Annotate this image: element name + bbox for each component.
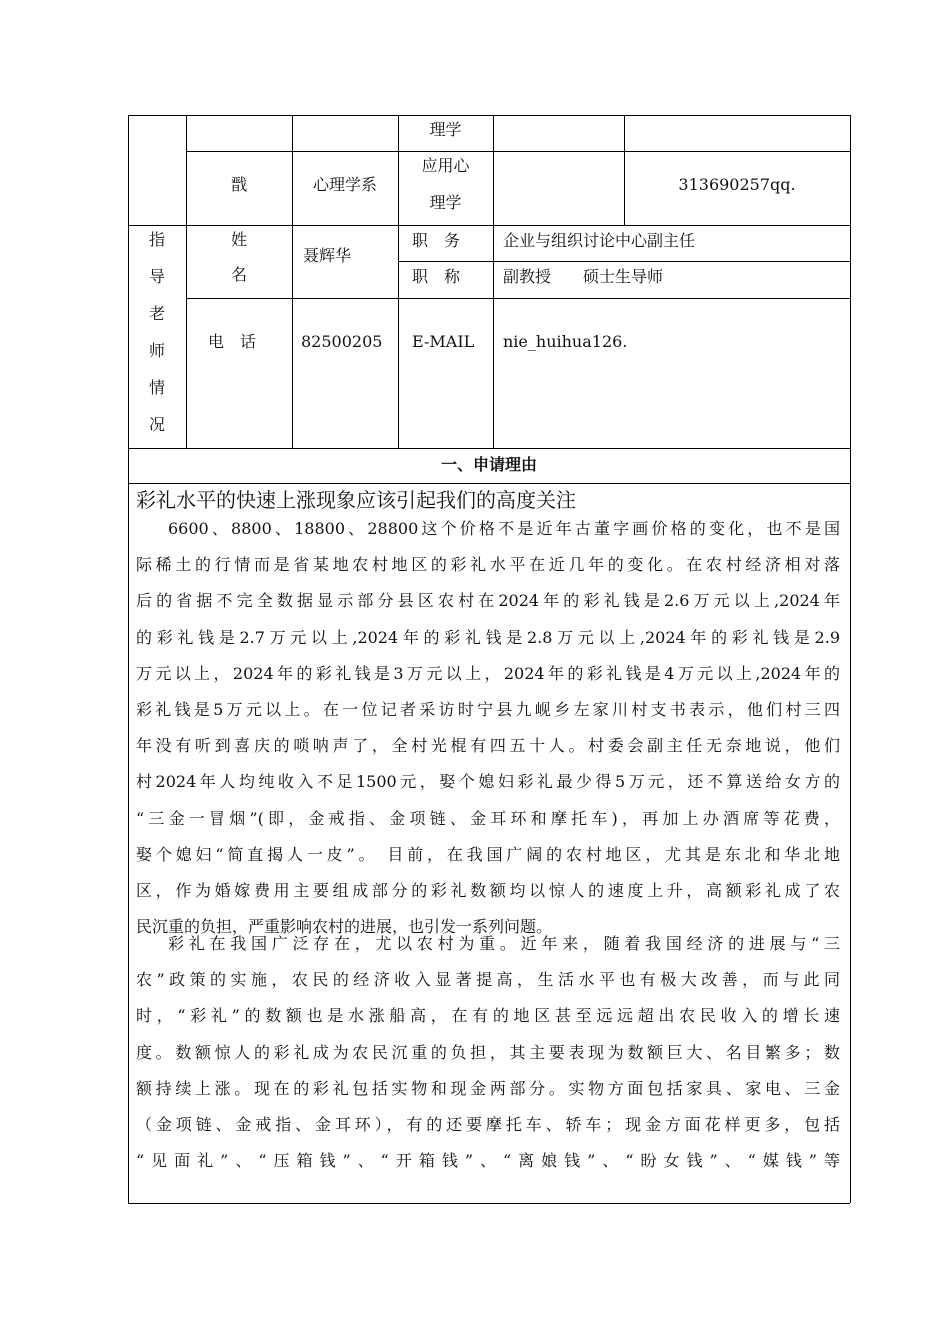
table-border-top <box>128 115 850 116</box>
section-title: 彩礼水平的快速上涨现象应该引起我们的高度关注 <box>136 488 576 512</box>
paragraph-line: 彩礼在我国广泛存在，尤以农村为重。近年来，随着我国经济的进展与“三 <box>168 934 840 953</box>
paragraph-line: （金项链、金戒指、金耳环），有的还要摩托车、轿车；现金方面花样更多，包括 <box>136 1114 840 1134</box>
advisor-section-char: 老 <box>148 304 165 323</box>
advisor-section-char: 况 <box>148 415 165 434</box>
paragraph-line: 农”政策的实施，农民的经济收入显著提高，生活水平也有极大改善，而与此同 <box>136 970 840 990</box>
table-row-divider <box>128 225 850 226</box>
member-email: 313690257qq. <box>678 175 796 194</box>
member-department: 心理学系 <box>312 175 377 194</box>
advisor-title-label: 职 称 <box>412 267 461 286</box>
table-col-divider <box>493 115 494 448</box>
member-name-fragment: 戬 <box>230 175 247 194</box>
advisor-name-label-line2: 名 <box>230 265 247 284</box>
table-row-divider <box>398 261 850 262</box>
paragraph-line: 年没有听到喜庆的唢呐声了，全村光棍有四五十人。村委会副主任无奈地说，他们 <box>136 736 840 756</box>
advisor-section-char: 指 <box>148 230 165 249</box>
paragraph-line: 区，作为婚嫁费用主要组成部分的彩礼数额均以惊人的速度上升，高额彩礼成了农 <box>136 880 840 900</box>
paragraph-line: “三金一冒烟”(即，金戒指、金项链、金耳环和摩托车)，再加上办酒席等花费， <box>136 808 840 828</box>
paragraph-line: 万元以上，2024年的彩礼钱是3万元以上，2024年的彩礼钱是4万元以上,2024年的 <box>136 663 840 683</box>
paragraph-line: 的彩礼钱是2.7万元以上,2024年的彩礼钱是2.8万元以上,2024年的彩礼钱是2.9 <box>136 627 840 647</box>
advisor-phone-value: 82500205 <box>301 332 383 351</box>
table-row-divider <box>128 483 850 484</box>
paragraph-line: 时，“彩礼”的数额也是水涨船高，在有的地区甚至远远超出农民收入的增长速 <box>136 1006 840 1026</box>
advisor-phone-label: 电 话 <box>208 332 257 351</box>
paragraph-line: 6600、8800、18800、28800这个价格不是近年古董字画价格的变化，也不是国 <box>168 519 840 538</box>
paragraph-line: 民沉重的负担，严重影响农村的进展，也引发一系列问题。 <box>136 917 553 937</box>
table-row-divider <box>186 298 850 299</box>
advisor-title-value: 副教授 硕士生导师 <box>503 267 664 286</box>
paragraph-line: 娶个媳妇“简直揭人一皮”。 目前，在我国广阔的农村地区，尤其是东北和华北地 <box>136 844 840 864</box>
paragraph-2 <box>136 926 840 1179</box>
table-row-divider <box>128 448 850 449</box>
table-border-bottom <box>128 1203 850 1204</box>
advisor-position-label: 职 务 <box>412 231 461 250</box>
paragraph-line: 度。数额惊人的彩礼成为农民沉重的负担，其主要表现为数额巨大、名目繁多；数 <box>136 1042 840 1062</box>
table-col-divider <box>624 115 625 225</box>
paragraph-line: 彩礼钱是5万元以上。在一位记者采访时宁县九岘乡左家川村支书表示，他们村三四 <box>136 699 840 719</box>
table-row-divider <box>186 151 850 152</box>
paragraph-line: 际稀土的行情而是省某地农村地区的彩礼水平在近几年的变化。在农村经济相对落 <box>136 555 840 575</box>
advisor-email-label: E-MAIL <box>412 332 475 351</box>
advisor-section-char: 情 <box>148 378 165 397</box>
paragraph-line: 额持续上涨。现在的彩礼包括实物和现金两部分。实物方面包括家具、家电、三金 <box>136 1078 840 1098</box>
member-major-line1: 应用心 <box>421 156 470 175</box>
paragraph-line: 村2024年人均纯收入不足1500元，娶个媳妇彩礼最少得5万元，还不算送给女方的 <box>136 772 840 792</box>
major-fragment: 理学 <box>429 120 462 139</box>
advisor-position-value: 企业与组织讨论中心副主任 <box>503 231 696 250</box>
advisor-name-value: 聂辉华 <box>303 246 352 265</box>
table-col-divider <box>292 115 293 448</box>
member-major-line2: 理学 <box>429 193 462 212</box>
advisor-section-char: 师 <box>148 341 165 360</box>
paragraph-line: 后的省据不完全数据显示部分县区农村在2024年的彩礼钱是2.6万元以上,2024年 <box>136 591 840 611</box>
section-heading: 一、申请理由 <box>440 455 537 474</box>
paragraph-line: “见面礼”、“压箱钱”、“开箱钱”、“离娘钱”、“盼女钱”、“媒钱”等 <box>136 1151 840 1171</box>
advisor-section-char: 导 <box>148 267 165 286</box>
paragraph-1 <box>136 511 840 945</box>
advisor-name-label-line1: 姓 <box>230 230 247 249</box>
table-border-right <box>850 115 851 1203</box>
advisor-email-value: nie_huihua126. <box>503 332 628 351</box>
